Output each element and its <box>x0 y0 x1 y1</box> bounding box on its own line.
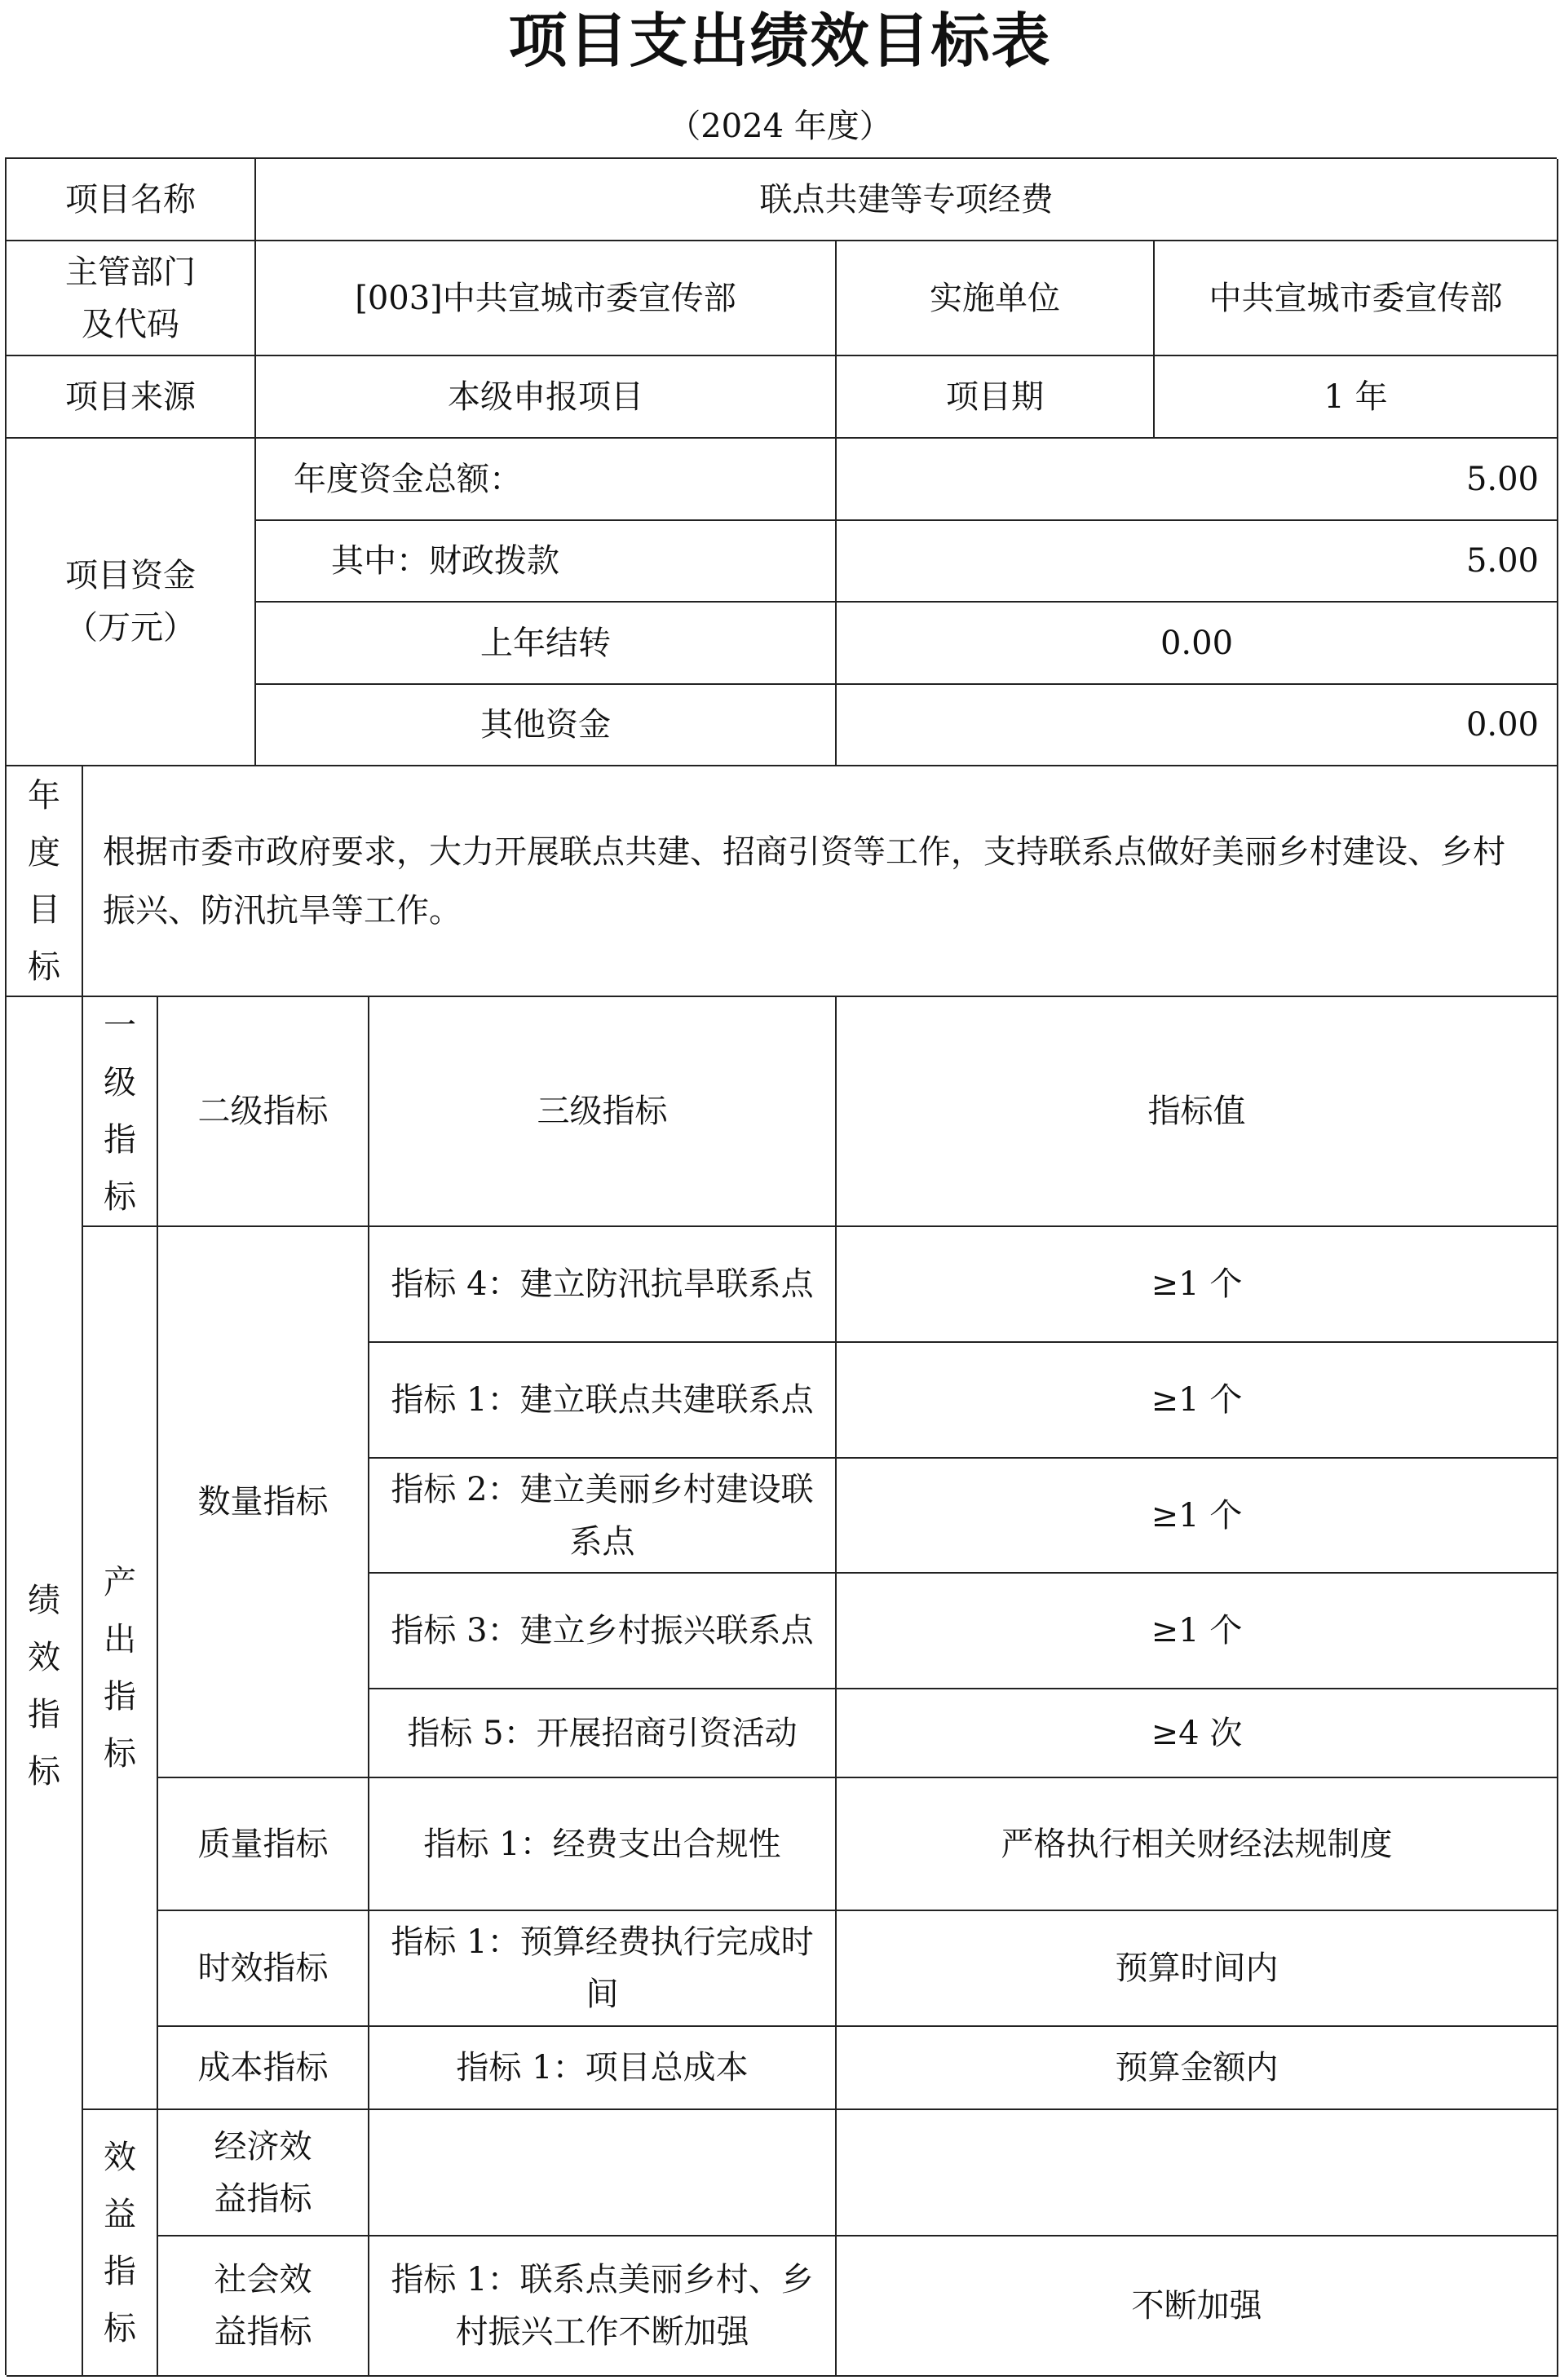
indicators-section-label-text: 绩效指标 <box>28 1582 60 1791</box>
social-row-name: 指标 1：联系点美丽乡村、乡村振兴工作不断加强 <box>369 2236 837 2377</box>
quantity-row-name: 指标 3：建立乡村振兴联系点 <box>369 1574 837 1689</box>
dept-value: [003]中共宣城市委宣传部 <box>256 241 837 356</box>
funds-other-label: 其他资金 <box>256 685 837 766</box>
performance-table <box>5 157 1557 2375</box>
quantity-indicators-label: 数量指标 <box>158 1227 369 1778</box>
economic-row-name <box>369 2110 837 2236</box>
header-value: 指标值 <box>837 997 1558 1227</box>
economic-row-value <box>837 2110 1558 2236</box>
funds-other-value: 0.00 <box>837 685 1558 766</box>
unit-value: 中共宣城市委宣传部 <box>1155 241 1558 356</box>
quantity-row-value: ≥1 个 <box>837 1574 1558 1689</box>
output-indicators-label <box>83 1227 158 2110</box>
quality-indicators-label: 质量指标 <box>158 1778 369 1911</box>
goal-label-text: 年度目标 <box>28 776 60 986</box>
quality-row-value: 严格执行相关财经法规制度 <box>837 1778 1558 1911</box>
header-level1-text: 一级指标 <box>104 1007 136 1216</box>
cost-indicators-label: 成本指标 <box>158 2027 369 2110</box>
quantity-row-name: 指标 2：建立美丽乡村建设联系点 <box>369 1459 837 1574</box>
funds-label: 项目资金（万元） <box>7 439 256 766</box>
cost-row-value: 预算金额内 <box>837 2027 1558 2110</box>
indicators-section-label <box>7 997 83 2377</box>
period-label: 项目期 <box>837 356 1155 439</box>
quality-row-name: 指标 1：经费支出合规性 <box>369 1778 837 1911</box>
quantity-row-name: 指标 1：建立联点共建联系点 <box>369 1343 837 1459</box>
funds-total-value: 5.00 <box>837 439 1558 521</box>
header-level3: 三级指标 <box>369 997 837 1227</box>
year-subtitle: （2024 年度） <box>668 108 892 145</box>
benefit-indicators-label <box>83 2110 158 2377</box>
dept-label: 主管部门及代码 <box>7 241 256 356</box>
quantity-row-value: ≥1 个 <box>837 1227 1558 1343</box>
quantity-row-value: ≥1 个 <box>837 1459 1558 1574</box>
page-title: 项目支出绩效目标表 <box>508 7 1052 75</box>
period-value: 1 年 <box>1155 356 1558 439</box>
quantity-row-value: ≥4 次 <box>837 1689 1558 1778</box>
timeliness-indicators-label: 时效指标 <box>158 1911 369 2027</box>
quantity-row-name: 指标 4：建立防汛抗旱联系点 <box>369 1227 837 1343</box>
social-row-value: 不断加强 <box>837 2236 1558 2377</box>
source-value: 本级申报项目 <box>256 356 837 439</box>
source-label: 项目来源 <box>7 356 256 439</box>
goal-label <box>7 766 83 997</box>
project-name-label: 项目名称 <box>7 159 256 241</box>
funds-fiscal-label: 其中：财政拨款 <box>256 521 837 603</box>
funds-carryover-label: 上年结转 <box>256 603 837 685</box>
funds-total-label: 年度资金总额： <box>256 439 837 521</box>
output-indicators-label-text: 产出指标 <box>104 1563 136 1773</box>
economic-indicators-label: 经济效益指标 <box>158 2110 369 2236</box>
unit-label: 实施单位 <box>837 241 1155 356</box>
social-indicators-label: 社会效益指标 <box>158 2236 369 2377</box>
timeliness-row-name: 指标 1：预算经费执行完成时间 <box>369 1911 837 2027</box>
quantity-row-value: ≥1 个 <box>837 1343 1558 1459</box>
header-level2: 二级指标 <box>158 997 369 1227</box>
benefit-indicators-label-text: 效益指标 <box>104 2138 136 2347</box>
funds-carryover-value: 0.00 <box>837 603 1558 685</box>
project-name-value: 联点共建等专项经费 <box>256 159 1558 241</box>
goal-text: 根据市委市政府要求，大力开展联点共建、招商引资等工作，支持联系点做好美丽乡村建设、乡村振兴、防汛抗旱等工作。 <box>83 766 1558 997</box>
cost-row-name: 指标 1：项目总成本 <box>369 2027 837 2110</box>
timeliness-row-value: 预算时间内 <box>837 1911 1558 2027</box>
header-level1 <box>83 997 158 1227</box>
funds-fiscal-value: 5.00 <box>837 521 1558 603</box>
quantity-row-name: 指标 5：开展招商引资活动 <box>369 1689 837 1778</box>
